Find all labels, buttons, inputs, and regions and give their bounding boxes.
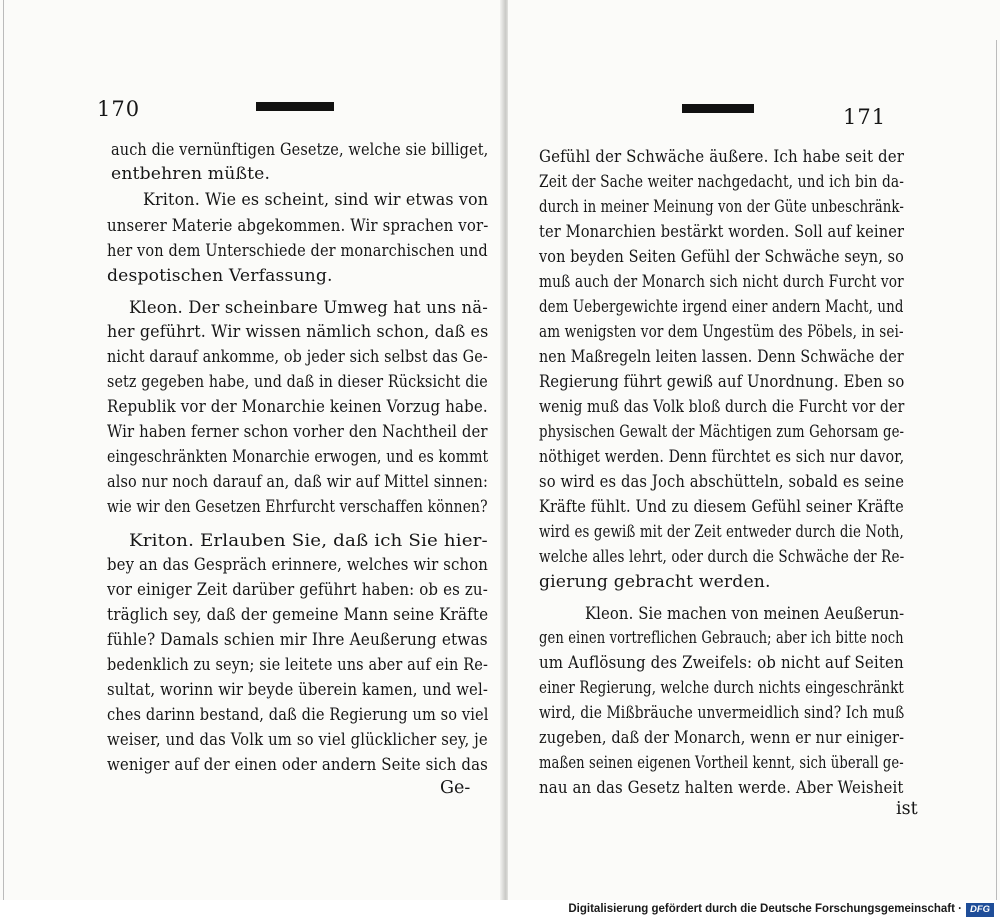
text-line: bedenklich zu seyn; sie leitete uns aber auf ein Re- xyxy=(107,655,488,675)
text-line: von beyden Seiten Gefühl der Schwäche seyn, so xyxy=(539,247,904,267)
text-line: nöthiget werden. Denn fürchtet es sich nur davor, xyxy=(539,447,905,467)
text-line: also nur noch darauf an, daß wir auf Mittel sinnen: xyxy=(107,472,488,492)
text-line: entbehren müßte. xyxy=(111,164,271,184)
right-page xyxy=(508,0,1000,900)
text-line: einer Regierung, welche durch nichts eingeschränkt xyxy=(539,678,904,698)
text-line: am wenigsten vor dem Ungestüm des Pöbels, in sei- xyxy=(539,322,904,342)
text-line: Kräfte fühlt. Und zu diesem Gefühl seiner Kräfte xyxy=(539,497,904,517)
page-edge xyxy=(996,40,997,900)
catchword: ist xyxy=(896,799,918,819)
text-line: Kleon. Der scheinbare Umweg hat uns nä- xyxy=(129,298,488,318)
funding-credit: Digitalisierung gefördert durch die Deutsche Forschungsgemeinschaft · xyxy=(568,903,962,915)
text-line: träglich sey, daß der gemeine Mann seine Kräfte xyxy=(107,605,489,625)
text-line: physischen Gewalt der Mächtigen zum Gehorsam ge- xyxy=(539,422,905,442)
text-line: Kriton. Wie es scheint, sind wir etwas von xyxy=(143,190,489,210)
text-line: her von dem Unterschiede der monarchischen und xyxy=(107,241,488,261)
header-rule xyxy=(256,102,334,110)
text-line: setz gegeben habe, und daß in dieser Rücksicht die xyxy=(107,372,488,392)
text-line: weniger auf der einen oder andern Seite sich das xyxy=(107,755,488,775)
catchword: Ge- xyxy=(440,778,471,798)
text-line: ter Monarchien bestärkt worden. Soll auf keiner xyxy=(539,222,905,242)
text-line: muß auch der Monarch sich nicht durch Furcht vor xyxy=(539,272,904,292)
page-number: 171 xyxy=(843,105,887,129)
text-line: her geführt. Wir wissen nämlich schon, daß es xyxy=(107,322,489,342)
text-line: wird, die Mißbräuche unvermeidlich sind? Ich muß xyxy=(539,703,905,723)
text-line: nicht darauf ankomme, ob jeder sich selbst das Ge- xyxy=(107,347,488,367)
text-line: Kleon. Sie machen von meinen Aeußerun- xyxy=(585,604,905,624)
header-rule xyxy=(682,104,754,112)
text-line: wird es gewiß mit der Zeit entweder durch die Noth, xyxy=(539,522,904,542)
text-line: Zeit der Sache weiter nachgedacht, und ich bin da- xyxy=(539,172,905,192)
text-line: zugeben, daß der Monarch, wenn er nur einiger- xyxy=(539,728,905,748)
digitization-footer xyxy=(0,900,1000,920)
text-line: durch in meiner Meinung von der Güte unbeschränk- xyxy=(539,197,904,217)
text-line: Gefühl der Schwäche äußere. Ich habe seit der xyxy=(539,147,905,167)
text-line: ches darinn bestand, daß die Regierung um so viel xyxy=(107,705,489,725)
text-line: sultat, worinn wir beyde überein kamen, und wel- xyxy=(107,680,488,700)
page-edge xyxy=(3,0,4,900)
text-line: wenig muß das Volk bloß durch die Furcht vor der xyxy=(539,397,905,417)
left-page xyxy=(0,0,505,900)
text-line: um Auflösung des Zweifels: ob nicht auf Seiten xyxy=(539,653,904,673)
text-line: nen Maßregeln leiten lassen. Denn Schwäche der xyxy=(539,347,904,367)
text-line: unserer Materie abgekommen. Wir sprachen vor- xyxy=(107,216,489,236)
dfg-logo: DFG xyxy=(966,903,994,917)
page-number: 170 xyxy=(97,97,141,121)
text-line: gen einen vortreflichen Gebrauch; aber ich bitte noch xyxy=(539,628,904,648)
text-line: welche alles lehrt, oder durch die Schwäche der Re- xyxy=(539,547,905,567)
text-line: nau an das Gesetz halten werde. Aber Weisheit xyxy=(539,778,904,798)
text-line: so wird es das Joch abschütteln, sobald es seine xyxy=(539,472,905,492)
text-line: eingeschränkten Monarchie erwogen, und es kommt xyxy=(107,447,489,467)
text-line: fühle? Damals schien mir Ihre Aeußerung etwas xyxy=(107,630,488,650)
text-line: maßen seinen eigenen Vortheil kennt, sich überall ge- xyxy=(539,753,904,773)
text-line: Wir haben ferner schon vorher den Nachtheil der xyxy=(107,422,488,442)
text-line: Republik vor der Monarchie keinen Vorzug habe. xyxy=(107,397,488,417)
text-line: despotischen Verfassung. xyxy=(107,266,333,286)
text-line: dem Uebergewichte irgend einer andern Macht, und xyxy=(539,297,904,317)
text-line: bey an das Gespräch erinnere, welches wir schon xyxy=(107,555,488,575)
text-line: gierung gebracht werden. xyxy=(539,572,771,592)
text-line: weiser, und das Volk um so viel glücklicher sey, je xyxy=(107,730,488,750)
text-line: wie wir den Gesetzen Ehrfurcht verschaffen können? xyxy=(107,497,488,517)
text-line: Kriton. Erlauben Sie, daß ich Sie hier- xyxy=(129,531,488,551)
text-line: auch die vernünftigen Gesetze, welche sie billiget, xyxy=(111,140,489,160)
text-line: vor einiger Zeit darüber geführt haben: ob es zu- xyxy=(107,580,488,600)
text-line: Regierung führt gewiß auf Unordnung. Eben so xyxy=(539,372,905,392)
